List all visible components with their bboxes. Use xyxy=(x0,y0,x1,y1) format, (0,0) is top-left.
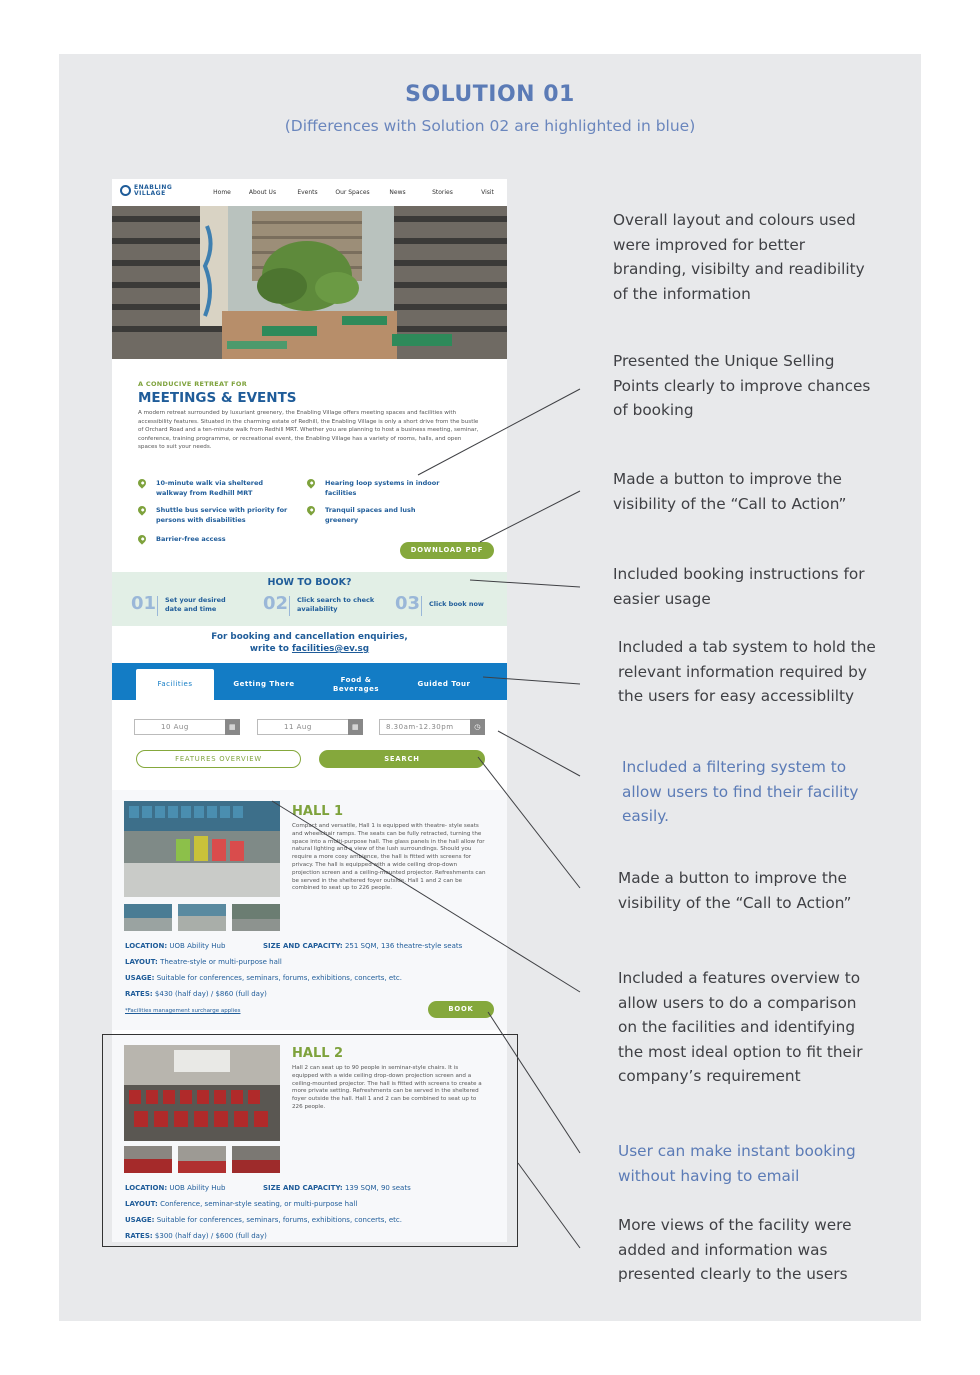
book-button[interactable]: BOOK xyxy=(428,1001,494,1018)
email-link[interactable]: facilities@ev.sg xyxy=(291,644,370,654)
usp-item: Hearing loop systems in indoor facilities xyxy=(307,479,445,498)
annotation-note-highlighted: User can make instant booking without having to email xyxy=(618,1142,856,1185)
location-pin-icon xyxy=(136,533,147,544)
usp-item: Shuttle bus service with priority for persons with disabilities xyxy=(138,506,296,525)
tab-bar xyxy=(112,663,507,700)
hall-title: HALL 2 xyxy=(292,1046,344,1061)
step-number: 03 xyxy=(395,593,421,614)
hall-layout: LAYOUT: Theatre-style or multi-purpose hall xyxy=(125,958,282,966)
annotation-note: More views of the facility were added and information was presented clearly to the users xyxy=(618,1216,852,1283)
features-overview-button[interactable]: FEATURES OVERVIEW xyxy=(136,750,301,768)
how-to-book-section xyxy=(112,572,507,626)
usp-item: Barrier-free access xyxy=(138,535,296,545)
annotation-note: Overall layout and colours used were improved for better branding, visibilty and readibility of the information xyxy=(613,211,865,303)
tab-facilities[interactable]: Facilities xyxy=(136,669,214,700)
logo-icon xyxy=(120,185,131,196)
page-title: SOLUTION 01 xyxy=(405,82,575,107)
step-divider xyxy=(421,596,422,616)
step-number: 02 xyxy=(263,593,289,614)
how-to-book-title: HOW TO BOOK? xyxy=(267,577,352,588)
calendar-icon: ▦ xyxy=(348,719,363,735)
step-text: Set your desired date and time xyxy=(165,596,226,613)
date-from-field[interactable]: 10 Aug ▦ xyxy=(134,719,240,735)
annotation-note-highlighted: Included a filtering system to allow users to find their facility easily. xyxy=(622,758,859,825)
date-to-field[interactable]: 11 Aug ▦ xyxy=(257,719,363,735)
nav-stories[interactable]: Stories xyxy=(432,189,453,196)
download-pdf-button[interactable]: DOWNLOAD PDF xyxy=(400,542,494,559)
hero-image xyxy=(112,206,507,359)
hall-thumbnail[interactable] xyxy=(124,904,172,931)
step-text: Click book now xyxy=(429,600,484,608)
enquiry-text: For booking and cancellation enquiries, write to facilities@ev.sg xyxy=(211,632,408,654)
intro-headline: MEETINGS & EVENTS xyxy=(138,390,297,406)
intro-section xyxy=(138,380,482,452)
calendar-icon: ▦ xyxy=(225,719,240,735)
nav-home[interactable]: Home xyxy=(213,189,231,196)
surcharge-link[interactable]: *Facilities management surcharge applies xyxy=(125,1008,241,1014)
annotation-note: Included booking instructions for easier usage xyxy=(613,565,865,608)
hall-description: Hall 2 can seat up to 90 people in seminar-style chairs. It is equipped with a wide ceiling drop-down projection screen and a ceiling-mounted projector. The hall is fitted with screens to create a more private setting. Refreshments can be served in the sheltered foyer outside the hall. Hall 1 and 2 can be combined to seat up to 226 people. xyxy=(292,1065,482,1110)
hall-thumbnail[interactable] xyxy=(232,904,280,931)
step-divider xyxy=(289,596,290,616)
hall-rates: RATES: $430 (half day) / $860 (full day) xyxy=(125,990,267,998)
hall-location: LOCATION: UOB Ability Hub xyxy=(125,1184,226,1192)
usp-item: Tranquil spaces and lush greenery xyxy=(307,506,445,525)
nav-our-spaces[interactable]: Our Spaces xyxy=(335,189,370,196)
time-field[interactable]: 8.30am-12.30pm ◷ xyxy=(379,719,485,735)
tab-food-beverages[interactable]: Food & Beverages xyxy=(333,675,379,693)
annotation-note: Made a button to improve the visibility of the “Call to Action” xyxy=(613,470,847,513)
intro-blurb: A modern retreat surrounded by luxuriant greenery, the Enabling Village offers meeting spaces and facilities with accessibility features. Situated in the charming estate of Redhill, the Enabling Village is only a short drive from the bustle of Orchard Road and a ten-minute walk from Redhill MRT. Whether you are planning to host a business meeting, seminar, conference, training programme, or recreational event, the Enabling Village has a variety of rooms, halls, and open spaces to suit your needs. xyxy=(138,410,479,450)
hall-main-image xyxy=(124,801,280,897)
hall-description: Compact and versatile, Hall 1 is equipped with theatre- style seats and wheelchair ramps. The seats can be fully retracted, turning the space into a multi-purpose hall. The glass panels in the hall allow for natural lighting and a view of the lush surroundings. Should you require a more cosy ambience, the hall is fitted with screens for privacy. The hall is equipped with a wide ceiling drop-down projection screen and a ceiling-mounted projector. Refreshments can be served in the sheltered foyer outside. Hall 1 and 2 can be combined to seat up to 226 people. xyxy=(292,823,486,892)
step-number: 01 xyxy=(131,593,157,614)
usp-item: 10-minute walk via sheltered walkway from Redhill MRT xyxy=(138,479,291,498)
location-pin-icon xyxy=(305,477,316,488)
hall-rates: RATES: $300 (half day) / $600 (full day) xyxy=(125,1232,267,1240)
step-divider xyxy=(157,596,158,616)
annotation-note: Included a features overview to allow users to do a comparison on the facilities and identifying the most ideal option to fit their company’s requirement xyxy=(618,969,863,1085)
location-pin-icon xyxy=(305,504,316,515)
annotation-note: Presented the Unique Selling Points clearly to improve chances of booking xyxy=(613,352,871,419)
site-navbar: ENABLING VILLAGE Home About Us Events Our Spaces News Stories Visit xyxy=(112,179,507,206)
nav-news[interactable]: News xyxy=(389,189,406,196)
nav-about-us[interactable]: About Us xyxy=(248,189,277,196)
nav-events[interactable]: Events xyxy=(297,189,318,196)
tab-getting-there[interactable]: Getting There xyxy=(233,680,295,688)
annotation-note: Included a tab system to hold the relevant information required by the users for easy accessiblilty xyxy=(618,638,876,705)
hall-layout: LAYOUT: Conference, seminar-style seating, or multi-purpose hall xyxy=(125,1200,358,1208)
page-subtitle: (Differences with Solution 02 are highlighted in blue) xyxy=(284,117,696,135)
highlight-box xyxy=(102,1034,518,1247)
hall-usage: USAGE: Suitable for conferences, seminars, forums, exhibitions, concerts, etc. xyxy=(125,1216,402,1224)
hall-location: LOCATION: UOB Ability Hub xyxy=(125,942,226,950)
annotation-note: Made a button to improve the visibility of the “Call to Action” xyxy=(618,869,852,912)
location-pin-icon xyxy=(136,477,147,488)
hall-title: HALL 1 xyxy=(292,804,344,819)
tab-guided-tour[interactable]: Guided Tour xyxy=(417,680,471,688)
step-text: Click search to check availability xyxy=(297,596,375,613)
hall-size: SIZE AND CAPACITY: 251 SQM, 136 theatre-style seats xyxy=(263,942,463,950)
hall-thumbnail[interactable] xyxy=(178,904,226,931)
search-button[interactable]: SEARCH xyxy=(319,750,485,768)
location-pin-icon xyxy=(136,504,147,515)
hall-size: SIZE AND CAPACITY: 139 SQM, 90 seats xyxy=(263,1184,411,1192)
clock-icon: ◷ xyxy=(470,719,485,735)
nav-visit[interactable]: Visit xyxy=(481,189,494,196)
intro-kicker: A CONDUCIVE RETREAT FOR xyxy=(138,380,248,388)
hall-usage: USAGE: Suitable for conferences, seminars, forums, exhibitions, concerts, etc. xyxy=(125,974,402,982)
